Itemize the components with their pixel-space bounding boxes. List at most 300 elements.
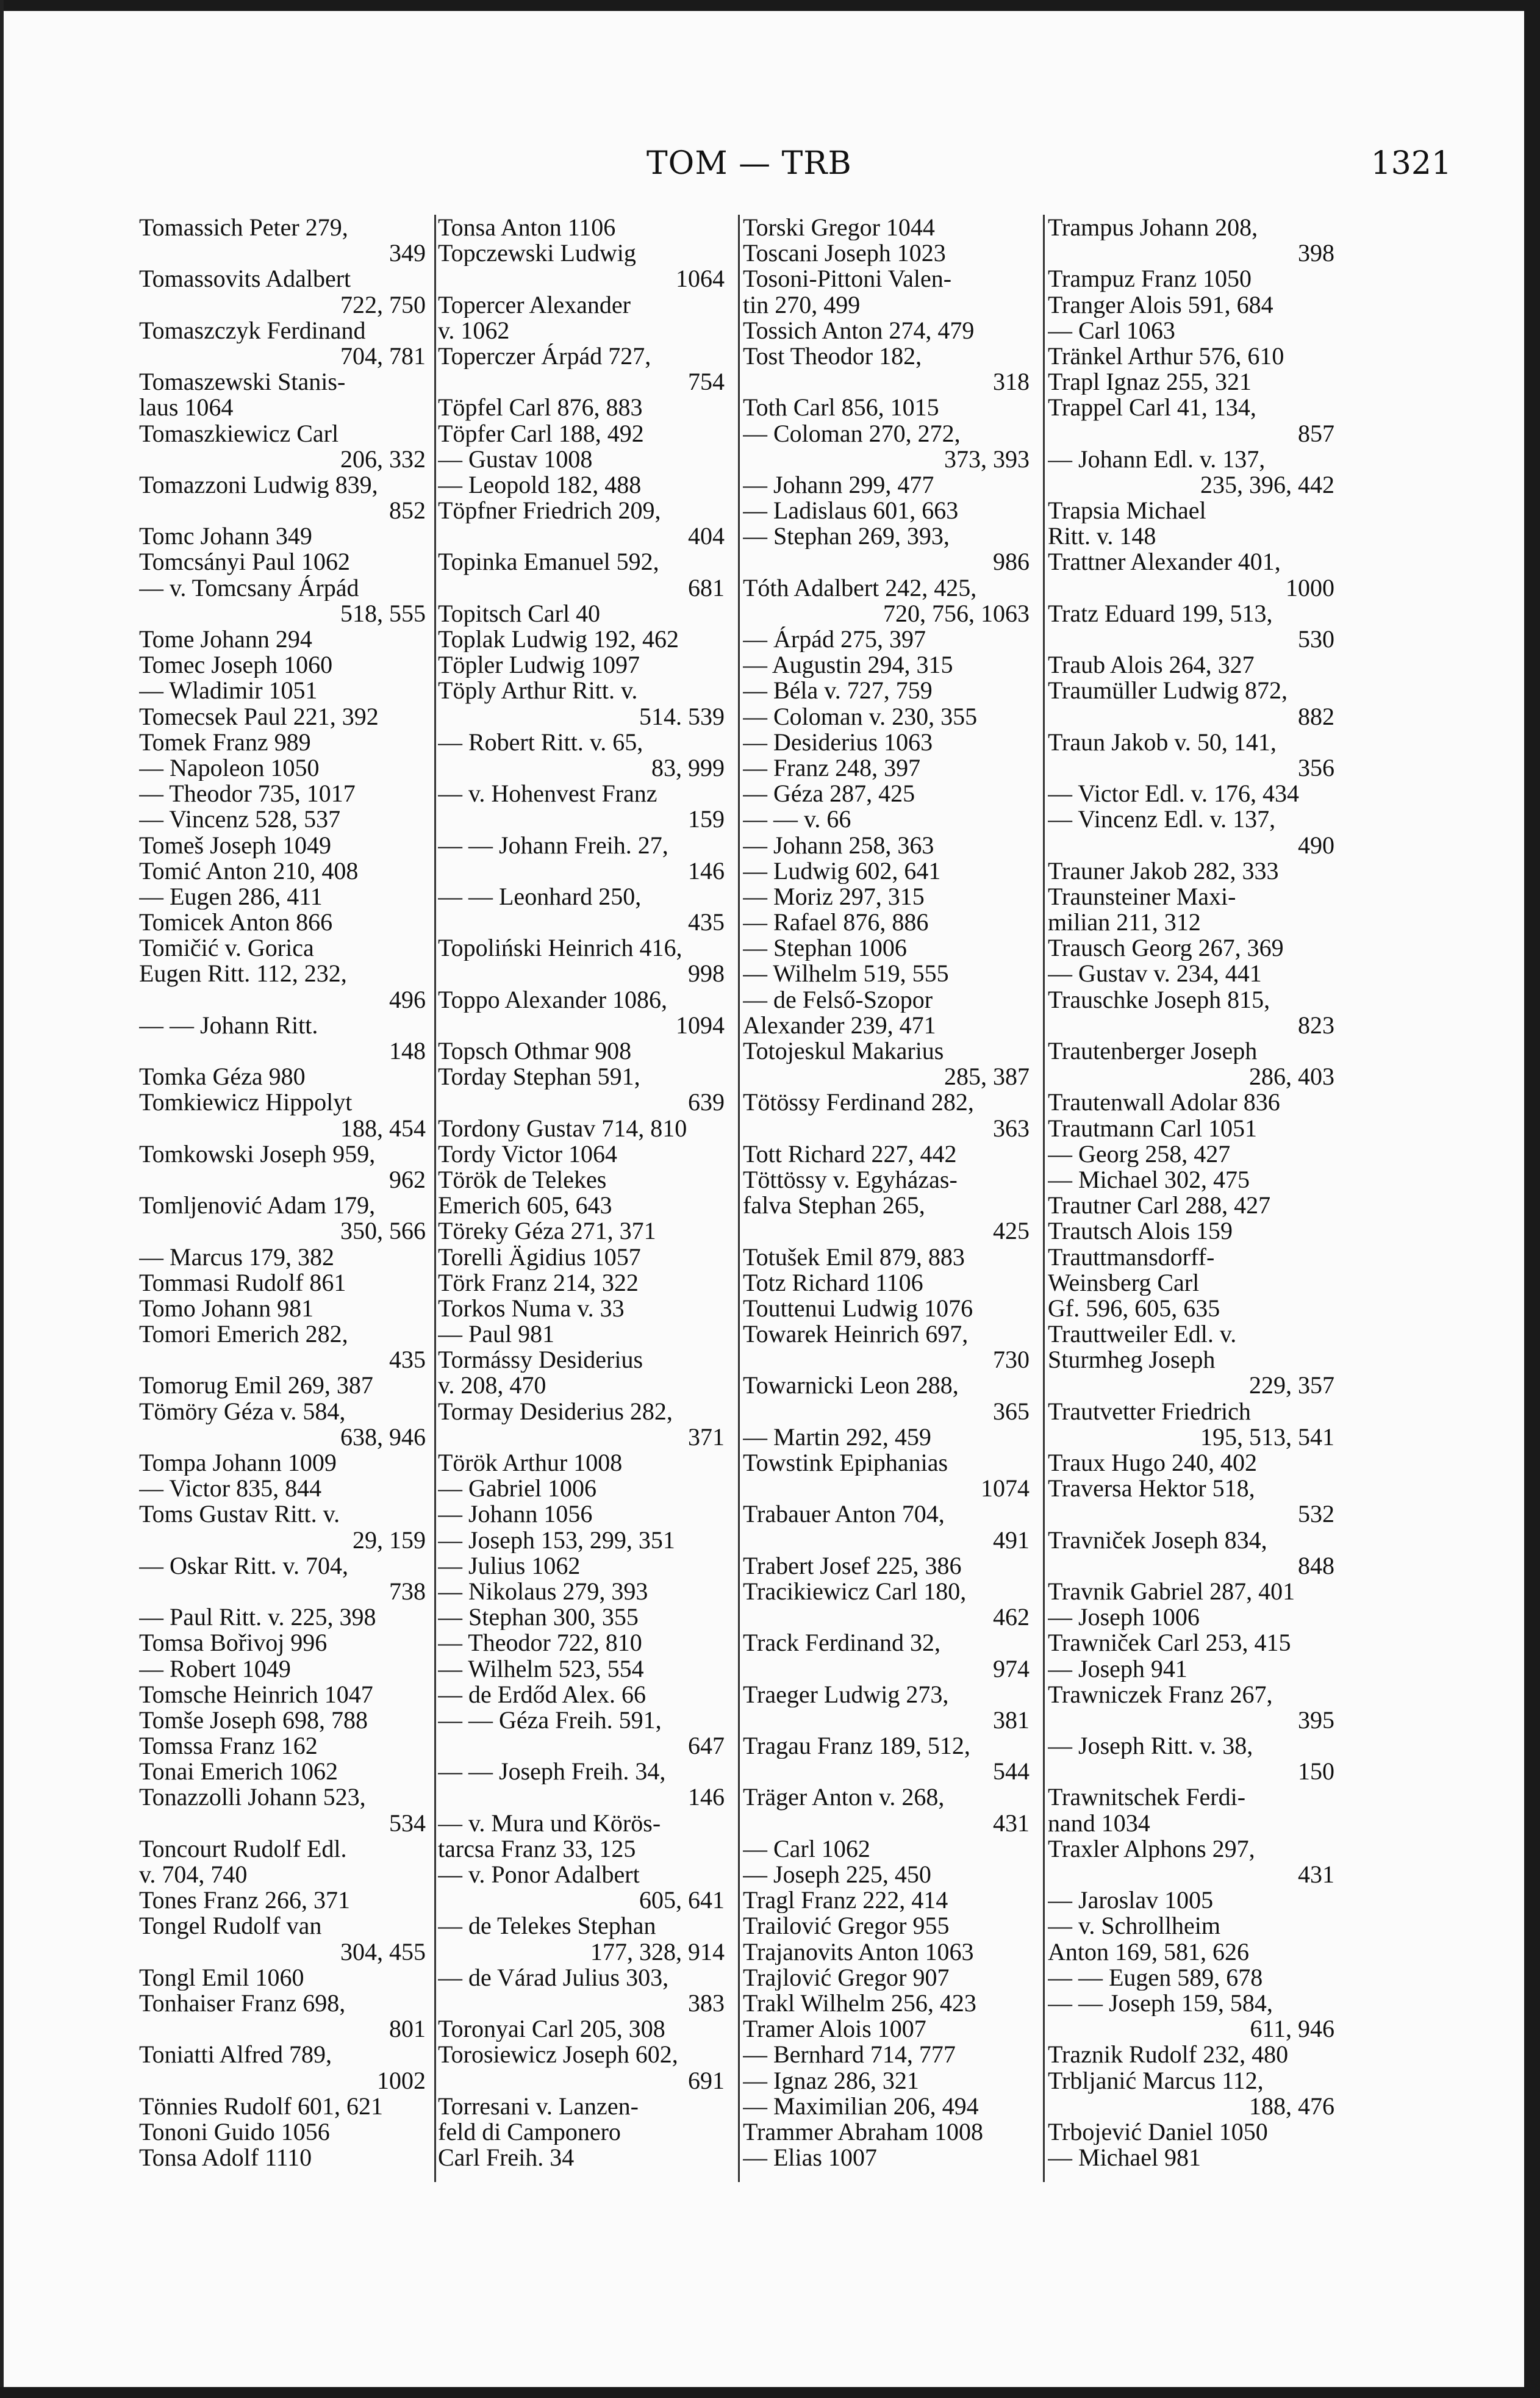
index-entry-line: Toth Carl 856, 1015 xyxy=(743,395,939,421)
index-entry-line: — — v. 66 xyxy=(743,806,851,833)
index-entry-line: — Stephan 1006 xyxy=(743,935,907,961)
index-entry-line: Tomsa Bořivoj 996 xyxy=(139,1630,328,1656)
index-entry-line: Trausch Georg 267, 369 xyxy=(1048,935,1284,961)
index-entry-line: 530 xyxy=(1298,626,1334,653)
index-entry-line: Touttenui Ludwig 1076 xyxy=(743,1295,973,1322)
index-entry-line: 974 xyxy=(993,1656,1030,1682)
index-entry-line: Track Ferdinand 32, xyxy=(743,1630,941,1656)
index-entry-line: — — Johann Freih. 27, xyxy=(438,832,668,858)
index-entry-line: 496 xyxy=(389,986,426,1013)
index-entry-line: — Julius 1062 xyxy=(438,1553,581,1579)
index-entry-line: 514. 539 xyxy=(639,703,725,730)
index-entry-line: Topoliński Heinrich 416, xyxy=(438,935,682,961)
index-entry-line: Toronyai Carl 205, 308 xyxy=(438,2016,665,2042)
index-entry-line: — Elias 1007 xyxy=(743,2145,877,2171)
index-entry-line: Tomcsányi Paul 1062 xyxy=(139,549,351,575)
index-entry-line: 1094 xyxy=(676,1012,725,1038)
index-entry-line: 235, 396, 442 xyxy=(1200,472,1334,498)
index-entry-line: Tomaszczyk Ferdinand xyxy=(139,317,366,343)
index-entry-line: 159 xyxy=(688,806,725,833)
index-entry-line: Toplak Ludwig 192, 462 xyxy=(438,626,679,653)
index-entry-line: Trampus Johann 208, xyxy=(1048,215,1258,241)
index-entry-line: 882 xyxy=(1298,703,1334,730)
index-column-4 xyxy=(1048,215,1334,2191)
index-entry-line: — Johann 1056 xyxy=(438,1501,593,1527)
index-entry-line: 363 xyxy=(993,1115,1030,1141)
index-entry-line: Tomaszkiewicz Carl xyxy=(139,420,339,447)
index-entry-line: 146 xyxy=(688,1784,725,1811)
index-entry-line: — Joseph Ritt. v. 38, xyxy=(1048,1733,1253,1759)
index-entry-line: Travnik Gabriel 287, 401 xyxy=(1048,1578,1295,1605)
index-entry-line: Topitsch Carl 40 xyxy=(438,600,601,626)
index-entry-line: laus 1064 xyxy=(139,395,234,421)
index-entry-line: Tomka Géza 980 xyxy=(139,1064,306,1090)
index-entry-line: Torresani v. Lanzen- xyxy=(438,2093,639,2119)
index-entry-line: Tome Johann 294 xyxy=(139,626,312,653)
index-entry-line: tarcsa Franz 33, 125 xyxy=(438,1836,636,1862)
index-entry-line: Tonsa Adolf 1110 xyxy=(139,2145,312,2171)
index-entry-line: Trawniček Carl 253, 415 xyxy=(1048,1630,1291,1656)
index-entry-line: 188, 476 xyxy=(1249,2093,1334,2119)
index-entry-line: Tonai Emerich 1062 xyxy=(139,1759,338,1785)
scan-border-left xyxy=(0,0,4,2398)
index-entry-line: Weinsberg Carl xyxy=(1048,1269,1200,1296)
index-entry-line: Török Arthur 1008 xyxy=(438,1450,623,1476)
index-entry-line: — Joseph 1006 xyxy=(1048,1604,1200,1631)
index-entry-line: Torosiewicz Joseph 602, xyxy=(438,2042,678,2068)
index-entry-line: 29, 159 xyxy=(353,1527,426,1553)
index-entry-line: Tomaszewski Stanis- xyxy=(139,369,346,395)
index-entry-line: Trailović Gregor 955 xyxy=(743,1913,950,1939)
index-entry-line: Tononi Guido 1056 xyxy=(139,2119,330,2145)
index-entry-line: — v. Ponor Adalbert xyxy=(438,1862,640,1888)
index-entry-line: — Wilhelm 519, 555 xyxy=(743,961,949,987)
index-entry-line: 195, 513, 541 xyxy=(1200,1424,1334,1450)
index-entry-line: — Maximilian 206, 494 xyxy=(743,2093,979,2119)
index-entry-line: Trauschke Joseph 815, xyxy=(1048,986,1270,1013)
index-entry-line: Trautner Carl 288, 427 xyxy=(1048,1193,1271,1219)
index-entry-line: 373, 393 xyxy=(944,446,1030,472)
index-entry-line: Trauner Jakob 282, 333 xyxy=(1048,858,1279,884)
index-entry-line: 738 xyxy=(389,1578,426,1605)
index-entry-line: — Theodor 722, 810 xyxy=(438,1630,642,1656)
index-entry-line: 611, 946 xyxy=(1250,2016,1334,2042)
index-entry-line: Tóth Adalbert 242, 425, xyxy=(743,575,977,601)
index-entry-line: 206, 332 xyxy=(340,446,426,472)
index-entry-line: Eugen Ritt. 112, 232, xyxy=(139,961,347,987)
index-entry-line: 83, 999 xyxy=(651,755,725,781)
index-entry-line: Tomecsek Paul 221, 392 xyxy=(139,703,379,730)
column-rule xyxy=(434,215,436,2182)
index-entry-line: 398 xyxy=(1298,240,1334,267)
index-entry-line: — v. Mura und Körös- xyxy=(438,1810,661,1836)
index-entry-line: Tott Richard 227, 442 xyxy=(743,1141,957,1167)
index-entry-line: Tonazzolli Johann 523, xyxy=(139,1784,366,1811)
index-entry-line: Ritt. v. 148 xyxy=(1048,523,1156,550)
index-entry-line: Gf. 596, 605, 635 xyxy=(1048,1295,1220,1322)
index-entry-line: Trappel Carl 41, 134, xyxy=(1048,395,1256,421)
index-entry-line: v. 704, 740 xyxy=(139,1862,248,1888)
index-entry-line: Traeger Ludwig 273, xyxy=(743,1681,949,1707)
index-entry-line: Towarek Heinrich 697, xyxy=(743,1321,969,1348)
index-entry-line: Tomkiewicz Hippolyt xyxy=(139,1090,353,1116)
index-entry-line: Tomicek Anton 866 xyxy=(139,910,333,936)
index-entry-line: — — Johann Ritt. xyxy=(139,1012,318,1038)
index-entry-line: Totojeskul Makarius xyxy=(743,1038,944,1064)
index-entry-line: 639 xyxy=(688,1090,725,1116)
index-column-1 xyxy=(139,215,426,2191)
index-entry-line: Trakl Wilhelm 256, 423 xyxy=(743,1990,976,2017)
index-entry-line: 491 xyxy=(993,1527,1030,1553)
index-entry-line: — de Felső-Szopor xyxy=(743,986,933,1013)
index-entry-line: Tömöry Géza v. 584, xyxy=(139,1398,346,1424)
index-entry-line: Tossich Anton 274, 479 xyxy=(743,317,975,343)
index-entry-line: — Michael 302, 475 xyxy=(1048,1166,1250,1193)
index-entry-line: — Ignaz 286, 321 xyxy=(743,2067,919,2094)
index-entry-line: Tomo Johann 981 xyxy=(139,1295,314,1322)
index-entry-line: Tönnies Rudolf 601, 621 xyxy=(139,2093,383,2119)
index-entry-line: — Wladimir 1051 xyxy=(139,678,318,704)
index-entry-line: Török de Telekes xyxy=(438,1166,607,1193)
index-entry-line: Tötössy Ferdinand 282, xyxy=(743,1090,974,1116)
index-entry-line: 435 xyxy=(389,1347,426,1373)
index-entry-line: Sturmheg Joseph xyxy=(1048,1347,1216,1373)
index-entry-line: Carl Freih. 34 xyxy=(438,2145,575,2171)
index-entry-line: Trauttweiler Edl. v. xyxy=(1048,1321,1237,1348)
index-entry-line: Towarnicki Leon 288, xyxy=(743,1373,959,1399)
index-entry-line: — Augustin 294, 315 xyxy=(743,652,953,678)
index-entry-line: Toperczer Árpád 727, xyxy=(438,343,651,370)
running-head: TOM — TRB xyxy=(646,145,852,182)
index-entry-line: 638, 946 xyxy=(340,1424,426,1450)
index-entry-line: 431 xyxy=(993,1810,1030,1836)
index-entry-line: Totušek Emil 879, 883 xyxy=(743,1244,965,1270)
column-rule xyxy=(1043,215,1045,2182)
index-entry-line: Tomori Emerich 282, xyxy=(139,1321,348,1348)
column-rule xyxy=(738,215,740,2182)
index-entry-line: — v. Schrollheim xyxy=(1048,1913,1220,1939)
index-entry-line: 544 xyxy=(993,1759,1030,1785)
index-entry-line: Traux Hugo 240, 402 xyxy=(1048,1450,1257,1476)
index-entry-line: Tomić Anton 210, 408 xyxy=(139,858,359,884)
index-entry-line: 720, 756, 1063 xyxy=(883,600,1030,626)
index-entry-line: 150 xyxy=(1298,1759,1334,1785)
index-entry-line: Tonhaiser Franz 698, xyxy=(139,1990,346,2017)
index-entry-line: — Wilhelm 523, 554 xyxy=(438,1656,644,1682)
index-entry-line: — Johann Edl. v. 137, xyxy=(1048,446,1266,472)
index-entry-line: Topczewski Ludwig xyxy=(438,240,636,267)
index-entry-line: 188, 454 xyxy=(340,1115,426,1141)
index-entry-line: — Coloman 270, 272, xyxy=(743,420,961,447)
index-entry-line: Tragl Franz 222, 414 xyxy=(743,1887,948,1914)
index-entry-line: — Béla v. 727, 759 xyxy=(743,678,933,704)
index-entry-line: — Stephan 269, 393, xyxy=(743,523,950,550)
index-entry-line: — Ladislaus 601, 663 xyxy=(743,498,959,524)
index-entry-line: Tongl Emil 1060 xyxy=(139,1964,304,1991)
index-entry-line: 848 xyxy=(1298,1553,1334,1579)
index-entry-line: — de Várad Julius 303, xyxy=(438,1964,669,1991)
index-entry-line: — v. Tomcsany Árpád xyxy=(139,575,359,601)
index-entry-line: Tomkowski Joseph 959, xyxy=(139,1141,376,1167)
index-entry-line: — Victor Edl. v. 176, 434 xyxy=(1048,781,1300,807)
index-entry-line: Töply Arthur Ritt. v. xyxy=(438,678,638,704)
index-entry-line: Toms Gustav Ritt. v. xyxy=(139,1501,340,1527)
index-entry-line: Traun Jakob v. 50, 141, xyxy=(1048,729,1277,755)
index-entry-line: Tomsche Heinrich 1047 xyxy=(139,1681,373,1707)
index-entry-line: Tomorug Emil 269, 387 xyxy=(139,1373,373,1399)
index-entry-line: — — Eugen 589, 678 xyxy=(1048,1964,1263,1991)
index-entry-line: Trawniczek Franz 267, xyxy=(1048,1681,1273,1707)
index-entry-line: Tomljenović Adam 179, xyxy=(139,1193,376,1219)
index-entry-line: 177, 328, 914 xyxy=(590,1939,725,1965)
index-entry-line: v. 1062 xyxy=(438,317,510,343)
index-entry-line: — Eugen 286, 411 xyxy=(139,883,323,910)
scan-border-top xyxy=(0,0,1540,11)
index-entry-line: Törk Franz 214, 322 xyxy=(438,1269,639,1296)
index-entry-line: Trampuz Franz 1050 xyxy=(1048,266,1252,292)
index-entry-line: 801 xyxy=(389,2016,426,2042)
index-entry-line: Topercer Alexander xyxy=(438,292,631,318)
index-entry-line: Trapsia Michael xyxy=(1048,498,1206,524)
index-entry-line: Traznik Rudolf 232, 480 xyxy=(1048,2042,1289,2068)
index-entry-line: 371 xyxy=(688,1424,725,1450)
index-entry-line: Trautmann Carl 1051 xyxy=(1048,1115,1257,1141)
index-entry-line: Traversa Hektor 518, xyxy=(1048,1476,1255,1502)
index-entry-line: Tramer Alois 1007 xyxy=(743,2016,926,2042)
index-entry-line: — Franz 248, 397 xyxy=(743,755,921,781)
index-entry-line: 532 xyxy=(1298,1501,1334,1527)
index-entry-line: — Carl 1062 xyxy=(743,1836,870,1862)
index-entry-line: v. 208, 470 xyxy=(438,1373,546,1399)
index-entry-line: — Vincenz Edl. v. 137, xyxy=(1048,806,1276,833)
index-entry-line: Trautsch Alois 159 xyxy=(1048,1218,1233,1244)
index-entry-line: — Georg 258, 427 xyxy=(1048,1141,1231,1167)
index-entry-line: — Paul Ritt. v. 225, 398 xyxy=(139,1604,376,1631)
index-entry-line: Trawnitschek Ferdi- xyxy=(1048,1784,1246,1811)
index-entry-line: 435 xyxy=(688,910,725,936)
index-entry-line: Tomc Johann 349 xyxy=(139,523,312,550)
index-entry-line: Tonsa Anton 1106 xyxy=(438,215,616,241)
index-entry-line: — Géza 287, 425 xyxy=(743,781,915,807)
index-entry-line: Trabauer Anton 704, xyxy=(743,1501,945,1527)
index-entry-line: Tranger Alois 591, 684 xyxy=(1048,292,1273,318)
index-entry-line: Tomazzoni Ludwig 839, xyxy=(139,472,378,498)
index-entry-line: Tomičić v. Gorica xyxy=(139,935,314,961)
index-entry-line: Traxler Alphons 297, xyxy=(1048,1836,1255,1862)
index-entry-line: Tomassovits Adalbert xyxy=(139,266,351,292)
index-entry-line: — — Joseph Freih. 34, xyxy=(438,1759,666,1785)
index-entry-line: — Leopold 182, 488 xyxy=(438,472,642,498)
index-entry-line: — Marcus 179, 382 xyxy=(139,1244,334,1270)
index-entry-line: — — Joseph 159, 584, xyxy=(1048,1990,1273,2017)
index-entry-line: 462 xyxy=(993,1604,1030,1631)
index-entry-line: 730 xyxy=(993,1347,1030,1373)
index-entry-line: Trautvetter Friedrich xyxy=(1048,1398,1251,1424)
index-entry-line: — Rafael 876, 886 xyxy=(743,910,929,936)
index-entry-line: — Desiderius 1063 xyxy=(743,729,933,755)
index-entry-line: Tordy Victor 1064 xyxy=(438,1141,618,1167)
index-entry-line: — Bernhard 714, 777 xyxy=(743,2042,956,2068)
index-entry-line: — Paul 981 xyxy=(438,1321,555,1348)
index-entry-line: Trbljanić Marcus 112, xyxy=(1048,2067,1264,2094)
index-entry-line: Töpfel Carl 876, 883 xyxy=(438,395,643,421)
index-entry-line: Trapl Ignaz 255, 321 xyxy=(1048,369,1252,395)
index-entry-line: 381 xyxy=(993,1707,1030,1734)
index-entry-line: tin 270, 499 xyxy=(743,292,861,318)
index-entry-line: Tosoni-Pittoni Valen- xyxy=(743,266,952,292)
index-entry-line: — Victor 835, 844 xyxy=(139,1476,322,1502)
index-entry-line: Tränkel Arthur 576, 610 xyxy=(1048,343,1284,370)
index-entry-line: — Nikolaus 279, 393 xyxy=(438,1578,648,1605)
index-entry-line: Tomeš Joseph 1049 xyxy=(139,832,331,858)
index-entry-line: Traumüller Ludwig 872, xyxy=(1048,678,1288,704)
index-entry-line: 857 xyxy=(1298,420,1334,447)
index-entry-line: 823 xyxy=(1298,1012,1334,1038)
index-entry-line: Tordony Gustav 714, 810 xyxy=(438,1115,687,1141)
index-entry-line: Trbojević Daniel 1050 xyxy=(1048,2119,1268,2145)
index-entry-line: — Martin 292, 459 xyxy=(743,1424,931,1450)
index-entry-line: Toniatti Alfred 789, xyxy=(139,2042,332,2068)
index-entry-line: 518, 555 xyxy=(340,600,426,626)
index-entry-line: Anton 169, 581, 626 xyxy=(1048,1939,1249,1965)
index-entry-line: — Robert Ritt. v. 65, xyxy=(438,729,643,755)
index-entry-line: 425 xyxy=(993,1218,1030,1244)
index-entry-line: Tomssa Franz 162 xyxy=(139,1733,318,1759)
index-entry-line: Topinka Emanuel 592, xyxy=(438,549,659,575)
index-entry-line: 431 xyxy=(1298,1862,1334,1888)
index-entry-line: Tongel Rudolf van xyxy=(139,1913,322,1939)
index-entry-line: Trammer Abraham 1008 xyxy=(743,2119,984,2145)
index-entry-line: 998 xyxy=(688,961,725,987)
index-entry-line: Töpfer Carl 188, 492 xyxy=(438,420,644,447)
index-entry-line: 285, 387 xyxy=(944,1064,1030,1090)
index-entry-line: Tomek Franz 989 xyxy=(139,729,311,755)
index-entry-line: 146 xyxy=(688,858,725,884)
index-entry-line: Trautenwall Adolar 836 xyxy=(1048,1090,1280,1116)
index-entry-line: Tragau Franz 189, 512, xyxy=(743,1733,970,1759)
index-entry-line: falva Stephan 265, xyxy=(743,1193,925,1219)
index-entry-line: 852 xyxy=(389,498,426,524)
index-entry-line: — Gustav 1008 xyxy=(438,446,593,472)
index-entry-line: Towstink Epiphanias xyxy=(743,1450,948,1476)
index-entry-line: — Johann 258, 363 xyxy=(743,832,934,858)
index-entry-line: 681 xyxy=(688,575,725,601)
index-entry-line: Tormay Desiderius 282, xyxy=(438,1398,673,1424)
index-entry-line: Töttössy v. Egyházas- xyxy=(743,1166,958,1193)
index-entry-line: 349 xyxy=(389,240,426,267)
index-entry-line: Tomec Joseph 1060 xyxy=(139,652,333,678)
index-entry-line: — Vincenz 528, 537 xyxy=(139,806,341,833)
index-entry-line: 490 xyxy=(1298,832,1334,858)
index-entry-line: — Robert 1049 xyxy=(139,1656,291,1682)
index-entry-line: Trajanovits Anton 1063 xyxy=(743,1939,974,1965)
index-entry-line: Tracikiewicz Carl 180, xyxy=(743,1578,967,1605)
index-entry-line: — Napoleon 1050 xyxy=(139,755,320,781)
index-entry-line: — Árpád 275, 397 xyxy=(743,626,926,653)
index-entry-line: 395 xyxy=(1298,1707,1334,1734)
index-entry-line: 1002 xyxy=(377,2067,426,2094)
index-entry-line: 229, 357 xyxy=(1249,1373,1334,1399)
index-entry-line: 754 xyxy=(688,369,725,395)
index-entry-line: Tratz Eduard 199, 513, xyxy=(1048,600,1273,626)
index-entry-line: Trauttmansdorff- xyxy=(1048,1244,1215,1270)
index-entry-line: Toppo Alexander 1086, xyxy=(438,986,668,1013)
index-entry-line: — Joseph 225, 450 xyxy=(743,1862,931,1888)
index-entry-line: — Stephan 300, 355 xyxy=(438,1604,639,1631)
index-entry-line: — Jaroslav 1005 xyxy=(1048,1887,1214,1914)
index-entry-line: — Gabriel 1006 xyxy=(438,1476,596,1502)
index-entry-line: 1000 xyxy=(1286,575,1334,601)
index-entry-line: Traub Alois 264, 327 xyxy=(1048,652,1255,678)
index-entry-line: Töreky Géza 271, 371 xyxy=(438,1218,656,1244)
index-entry-line: Töpler Ludwig 1097 xyxy=(438,652,640,678)
index-column-3 xyxy=(743,215,1030,2191)
index-entry-line: 722, 750 xyxy=(340,292,426,318)
index-entry-line: 148 xyxy=(389,1038,426,1064)
index-entry-line: Topsch Othmar 908 xyxy=(438,1038,632,1064)
index-entry-line: — Gustav v. 234, 441 xyxy=(1048,961,1262,987)
index-entry-line: Tormássy Desiderius xyxy=(438,1347,643,1373)
index-entry-line: Tones Franz 266, 371 xyxy=(139,1887,351,1914)
index-entry-line: 365 xyxy=(993,1398,1030,1424)
index-entry-line: Trautenberger Joseph xyxy=(1048,1038,1258,1064)
index-entry-line: 534 xyxy=(389,1810,426,1836)
index-entry-line: Travniček Joseph 834, xyxy=(1048,1527,1267,1553)
index-entry-line: Tost Theodor 182, xyxy=(743,343,922,370)
index-entry-line: 605, 641 xyxy=(639,1887,725,1914)
index-entry-line: — de Erdőd Alex. 66 xyxy=(438,1681,646,1707)
index-entry-line: 1074 xyxy=(981,1476,1030,1502)
scan-border-bottom xyxy=(0,2387,1540,2398)
index-entry-line: — Joseph 941 xyxy=(1048,1656,1187,1682)
index-entry-line: 350, 566 xyxy=(340,1218,426,1244)
index-entry-line: Toscani Joseph 1023 xyxy=(743,240,946,267)
index-entry-line: Torkos Numa v. 33 xyxy=(438,1295,625,1322)
index-entry-line: — Carl 1063 xyxy=(1048,317,1175,343)
index-entry-line: milian 211, 312 xyxy=(1048,910,1201,936)
index-entry-line: — de Telekes Stephan xyxy=(438,1913,656,1939)
index-entry-line: 318 xyxy=(993,369,1030,395)
index-column-2 xyxy=(438,215,725,2191)
index-entry-line: Torelli Ägidius 1057 xyxy=(438,1244,641,1270)
index-entry-line: — — Leonhard 250, xyxy=(438,883,642,910)
index-entry-line: — Oskar Ritt. v. 704, xyxy=(139,1553,348,1579)
index-entry-line: Torday Stephan 591, xyxy=(438,1064,640,1090)
index-entry-line: Träger Anton v. 268, xyxy=(743,1784,945,1811)
index-entry-line: 383 xyxy=(688,1990,725,2017)
index-entry-line: Emerich 605, 643 xyxy=(438,1193,612,1219)
page-number: 1321 xyxy=(1370,145,1452,182)
index-entry-line: Tomše Joseph 698, 788 xyxy=(139,1707,368,1734)
index-entry-line: 691 xyxy=(688,2067,725,2094)
index-entry-line: Alexander 239, 471 xyxy=(743,1012,936,1038)
index-entry-line: 404 xyxy=(688,523,725,550)
index-entry-line: — Coloman v. 230, 355 xyxy=(743,703,978,730)
index-entry-line: Totz Richard 1106 xyxy=(743,1269,923,1296)
index-entry-line: — — Géza Freih. 591, xyxy=(438,1707,662,1734)
index-entry-line: 356 xyxy=(1298,755,1334,781)
index-entry-line: — Johann 299, 477 xyxy=(743,472,934,498)
scan-border-right xyxy=(1524,0,1540,2398)
index-entry-line: 304, 455 xyxy=(340,1939,426,1965)
index-entry-line: — Michael 981 xyxy=(1048,2145,1202,2171)
index-entry-line: Trabert Josef 225, 386 xyxy=(743,1553,962,1579)
index-entry-line: — Moriz 297, 315 xyxy=(743,883,925,910)
index-entry-line: 647 xyxy=(688,1733,725,1759)
index-entry-line: feld di Camponero xyxy=(438,2119,621,2145)
index-entry-line: Trattner Alexander 401, xyxy=(1048,549,1281,575)
index-entry-line: Toncourt Rudolf Edl. xyxy=(139,1836,347,1862)
